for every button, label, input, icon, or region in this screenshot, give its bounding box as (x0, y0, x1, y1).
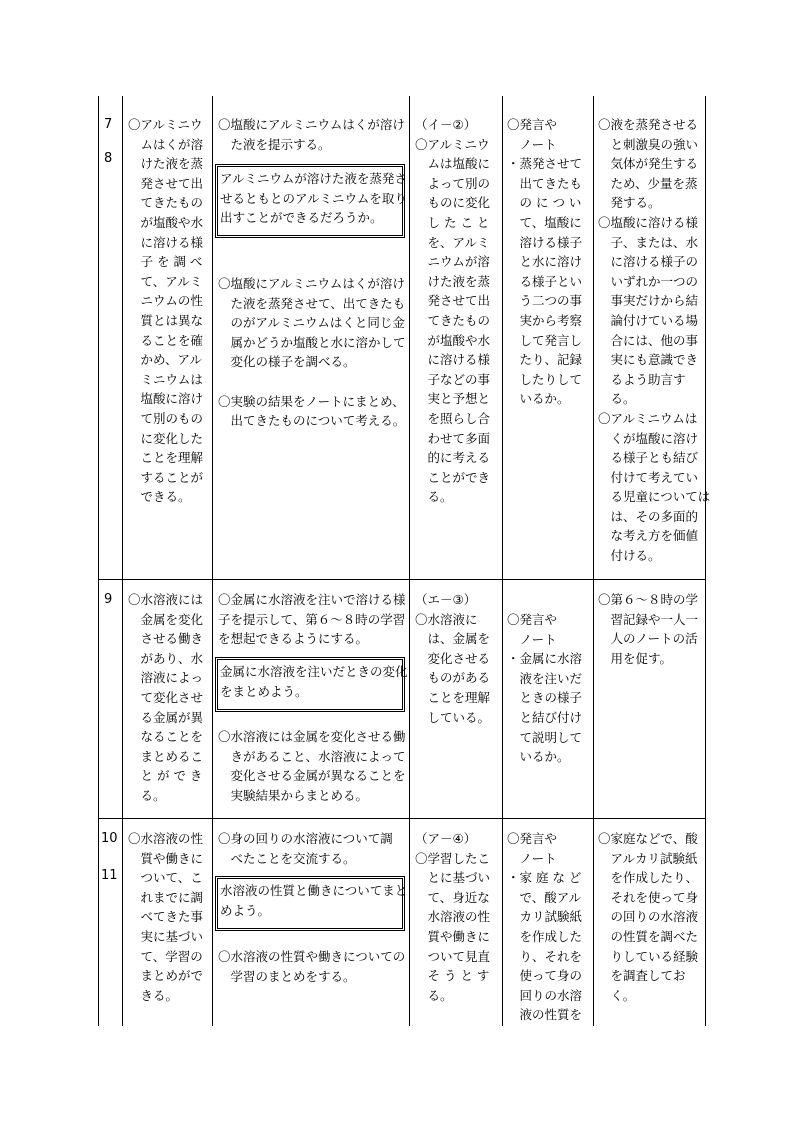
evaluation-method: 〇発言や ノート ・金属に水溶 液を注いだ ときの様子 と結び付け て説明して いるか。 (507, 612, 583, 765)
column-divider-2 (212, 96, 213, 1026)
lesson-number: 7 (104, 117, 113, 132)
lesson-number: 11 (101, 868, 118, 883)
task-box: アルミニウムが溶けた液を蒸発さ せるともとのアルミニウムを取り 出すことができるだろうか。 (215, 164, 405, 238)
evaluation-criteria: （エ－③） 〇水溶液に は、金属を 変化させる ものがある ことを理解 している。 (415, 592, 491, 725)
row-separator (98, 818, 706, 819)
teacher-support: 〇家庭などで、酸 アルカリ試験紙 を作成したり、 それを使って身 の回りの水溶液 の性質を調べた りしている経験 を調査してお く。 (598, 831, 699, 1003)
learning-activity: 〇水溶液には金属を変化させる働 きがあること、水溶液によって 変化させる金属が異なることを 実験結果からまとめる。 (218, 729, 406, 803)
row-separator (98, 579, 706, 580)
lesson-number: 8 (104, 151, 113, 166)
evaluation-method: 〇発言や ノート ・蒸発させて 出てきたも の に つ い て、塩酸に 溶ける様子 と水に溶け る様子とい う二つの事 実から考察 して発言し たり、記録 したりして いるか。 (507, 117, 583, 407)
column-divider-4 (502, 96, 503, 1026)
learning-activity: 〇塩酸にアルミニウムはくが溶け た液を蒸発させて、出てきたも のがアルミニウムはくと同じ金 属かどうか塩酸と水に溶かして 変化の様子を調べる。 〇実験の結果をノートにまとめ、 出てきたものについて考える。 (218, 276, 406, 429)
learning-activity: 〇金属に水溶液を注いで溶ける様 子を提示して、第６～８時の学習 を想起できるようにする。 (218, 592, 406, 647)
learning-goal: 〇水溶液には 金属を変化 させる働き があり、水 溶液によっ て変化させ る金属が異 なることを まとめるこ と が で き る。 (128, 592, 204, 803)
learning-activity: 〇身の回りの水溶液について調 べたことを交流する。 (218, 831, 393, 866)
lesson-number: 10 (101, 831, 118, 846)
learning-activity: 〇塩酸にアルミニウムはくが溶け た液を提示する。 (218, 117, 405, 152)
learning-goal: 〇水溶液の性 質や働きに ついて、こ れまでに調 べてきた事 実に基づい て、学習の まとめがで きる。 (128, 831, 204, 1003)
evaluation-criteria: （イ－②） 〇アルミニウ ムは塩酸に よって別の ものに変化 し た こ と を、アルミ ニウムが溶 けた液を蒸 発させて出 てきたもの が塩酸や水 に溶ける様 子などの事 実と予想と を照らし合 わせて多面 的に考える ことができ る。 (415, 117, 491, 505)
column-divider-3 (409, 96, 410, 1026)
column-divider-5 (593, 96, 594, 1026)
task-box: 金属に水溶液を注いだときの変化 をまとめよう。 (215, 657, 405, 712)
teacher-support: 〇液を蒸発させる と刺激臭の強い 気体が発生する ため、少量を蒸 発する。 〇塩酸に溶ける様 子、または、水 に溶ける様子の いずれか一つの 事実だけから結 論付けている場 合には、他の事 実にも意識でき るよう助言す る。 〇アルミニウムは くが塩酸に溶け る様子とも結び 付けて考えてい る児童については は、その多面的 な考え方を価値 付ける。 (598, 117, 711, 564)
evaluation-method: 〇発言や ノート ・家 庭 な ど で、酸アル カリ試験紙 を作成した り、それを 使って身の 回りの水溶 液の性質を (507, 831, 583, 1023)
learning-goal: 〇アルミニウ ムはくが溶 けた液を蒸 発させて出 てきたもの が塩酸や水 に溶ける様 子 を 調 べ て、アルミ ニウムの性 質とは異な ることを確 かめ、アル ミニウムは 塩酸に溶け て別のもの に変化した ことを理解 することが できる。 (128, 117, 204, 505)
table-border-left (98, 96, 99, 1026)
learning-activity: 〇水溶液の性質や働きについての 学習のまとめをする。 (218, 949, 406, 984)
evaluation-criteria: （ア－④） 〇学習したこ とに基づい て、身近な 水溶液の性 質や働きに ついて見直 そ う と す る。 (415, 831, 491, 1003)
lesson-number: 9 (104, 592, 113, 607)
column-divider-1 (122, 96, 123, 1026)
task-box: 水溶液の性質と働きについてまと めよう。 (215, 876, 405, 931)
teacher-support: 〇第６～８時の学 習記録や一人一 人のノートの活 用を促す。 (598, 592, 699, 666)
